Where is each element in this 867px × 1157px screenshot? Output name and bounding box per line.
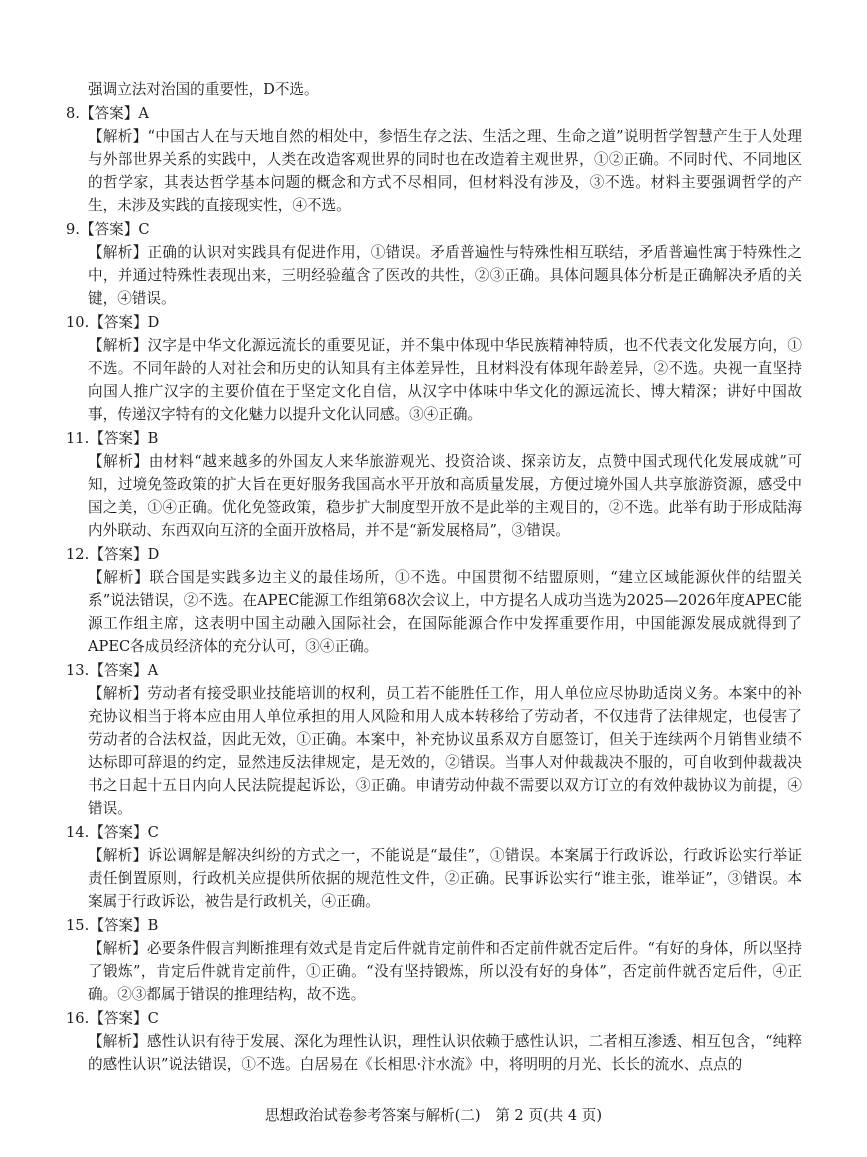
question-number: 15.	[66, 917, 90, 934]
answer-content	[66, 78, 802, 1076]
analysis-tag: 【解析】	[88, 337, 148, 354]
answer-line	[66, 218, 802, 241]
answer-letter: D	[147, 314, 160, 331]
answer-tag: 【答案】	[89, 824, 148, 841]
answer-line	[66, 659, 802, 682]
analysis-text: “中国古人在与天地自然的相处中，参悟生存之法、生活之理、生命之道”说明哲学智慧产生于人处理与外部世界关系的实践中，人类在改造客观世界的同时也在改造着主观世界，①②正确。不同时代、不同地区的哲学家，其表达哲学基本问题的概念和方式不尽相同，但材料没有涉及，③不选。材料主要强调哲学的产生，未涉及实践的直接现实性，④不选。	[88, 128, 802, 214]
analysis-paragraph	[66, 566, 802, 658]
analysis-paragraph	[66, 844, 802, 913]
answer-line	[66, 821, 802, 844]
analysis-paragraph	[66, 682, 802, 820]
analysis-text: 诉讼调解是解决纠纷的方式之一，不能说是“最佳”，①错误。本案属于行政诉讼，行政诉讼实行举证责任倒置原则，行政机关应提供所依据的规范性文件，②正确。民事诉讼实行“谁主张，谁举证”，③错误。本案属于行政诉讼，被告是行政机关，④正确。	[88, 847, 802, 910]
question-number: 13.	[66, 662, 90, 679]
answer-letter: C	[147, 1010, 159, 1027]
analysis-tag: 【解析】	[88, 940, 147, 957]
answer-letter: B	[147, 430, 159, 447]
analysis-text: 劳动者有接受职业技能培训的权利，员工若不能胜任工作，用人单位应尽协助适岗义务。本案中的补充协议相当于将本应由用人单位承担的用人风险和用人成本转移给了劳动者，不仅违背了法律规定，也侵害了劳动者的合法权益，因此无效，①正确。本案中，补充协议虽系双方自愿签订，但关于连续两个月销售业绩不达标即可辞退的约定，显然违反法律规定，是无效的，②错误。当事人对仲裁裁决不服的，可自收到仲裁裁决书之日起十五日内向人民法院提起诉讼，③正确。申请劳动仲裁不需要以双方订立的有效仲裁协议为前提，④错误。	[88, 685, 802, 817]
question-number: 8.	[66, 105, 80, 122]
analysis-paragraph	[66, 125, 802, 217]
answer-tag: 【答案】	[89, 1010, 148, 1027]
answer-line	[66, 427, 802, 450]
question-number: 12.	[66, 546, 90, 563]
analysis-paragraph	[66, 241, 802, 310]
analysis-tag: 【解析】	[88, 685, 148, 702]
answer-tag: 【答案】	[89, 662, 148, 679]
question-number: 9.	[66, 221, 80, 238]
answer-tag: 【答案】	[89, 546, 148, 563]
analysis-tag: 【解析】	[88, 569, 150, 586]
answer-letter: A	[138, 105, 149, 122]
answer-line	[66, 1007, 802, 1030]
analysis-text: 联合国是实践多边主义的最佳场所，①不选。中国贯彻不结盟原则，“建立区域能源伙伴的结盟关系”说法错误，②不选。在APEC能源工作组第68次会议上，中方提名人成功当选为2025—2026年度APEC能源工作组主席，这表明中国主动融入国际社会，在国际能源合作中发挥重要作用，中国能源发展成就得到了APEC各成员经济体的充分认可，③④正确。	[88, 569, 802, 655]
analysis-paragraph	[66, 1030, 802, 1076]
analysis-tag: 【解析】	[88, 128, 148, 145]
analysis-text: 必要条件假言判断推理有效式是肯定后件就肯定前件和否定前件就否定后件。“有好的身体，所以坚持了锻炼”，肯定后件就肯定前件，①正确。“没有坚持锻炼，所以没有好的身体”，否定前件就否定后件，④正确。②③都属于错误的推理结构，故不选。	[88, 940, 802, 1003]
question-number: 16.	[66, 1010, 90, 1027]
answer-line	[66, 311, 802, 334]
answer-letter: C	[138, 221, 150, 238]
analysis-text: 由材料“越来越多的外国友人来华旅游观光、投资洽谈、探亲访友，点赞中国式现代化发展成就”可知，过境免签政策的扩大旨在更好服务我国高水平开放和高质量发展，方便过境外国人共享旅游资源，感受中国之美，①④正确。优化免签政策，稳步扩大制度型开放不是此举的主观目的，②不选。此举有助于形成陆海内外联动、东西双向互济的全面开放格局，并不是“新发展格局”，③错误。	[88, 453, 802, 539]
answer-letter: A	[147, 662, 159, 679]
answer-line	[66, 102, 802, 125]
answer-tag: 【答案】	[79, 105, 139, 122]
analysis-tag: 【解析】	[88, 847, 148, 864]
analysis-tag: 【解析】	[88, 244, 148, 261]
question-number: 10.	[66, 314, 90, 331]
analysis-paragraph	[66, 450, 802, 542]
answer-letter: C	[147, 824, 159, 841]
analysis-text: 正确的认识对实践具有促进作用，①错误。矛盾普遍性与特殊性相互联结，矛盾普遍性寓于特殊性之中，并通过特殊性表现出来，三明经验蕴含了医改的共性，②③正确。具体问题具体分析是正确解决矛盾的关键，④错误。	[88, 244, 802, 307]
analysis-tag: 【解析】	[88, 1033, 147, 1050]
answer-tag: 【答案】	[79, 221, 139, 238]
answer-line	[66, 543, 802, 566]
question-number: 14.	[66, 824, 90, 841]
analysis-paragraph	[66, 937, 802, 1006]
answer-line	[66, 914, 802, 937]
analysis-tag: 【解析】	[88, 453, 149, 470]
continuation-text: 强调立法对治国的重要性，D不选。	[88, 81, 319, 98]
page-footer: 思想政治试卷参考答案与解析(二) 第 2 页(共 4 页)	[264, 1107, 603, 1124]
answer-tag: 【答案】	[89, 314, 148, 331]
analysis-text: 感性认识有待于发展、深化为理性认识，理性认识依赖于感性认识，二者相互渗透、相互包含，“纯粹的感性认识”说法错误，①不选。白居易在《长相思·汴水流》中，将明明的月光、长长的流水、点点的	[88, 1033, 802, 1073]
analysis-paragraph	[66, 334, 802, 426]
answer-tag: 【答案】	[89, 430, 148, 447]
analysis-text: 汉字是中华文化源远流长的重要见证，并不集中体现中华民族精神特质，也不代表文化发展方向，①不选。不同年龄的人对社会和历史的认知具有主体差异性，且材料没有体现年龄差异，②不选。央视一直坚持向国人推广汉字的主要价值在于坚定文化自信，从汉字中体味中华文化的源远流长、博大精深；讲好中国故事，传递汉字特有的文化魅力以提升文化认同感。③④正确。	[88, 337, 802, 423]
answer-letter: D	[147, 546, 160, 563]
answer-letter: B	[147, 917, 159, 934]
answer-tag: 【答案】	[89, 917, 148, 934]
question-number: 11.	[66, 430, 90, 447]
